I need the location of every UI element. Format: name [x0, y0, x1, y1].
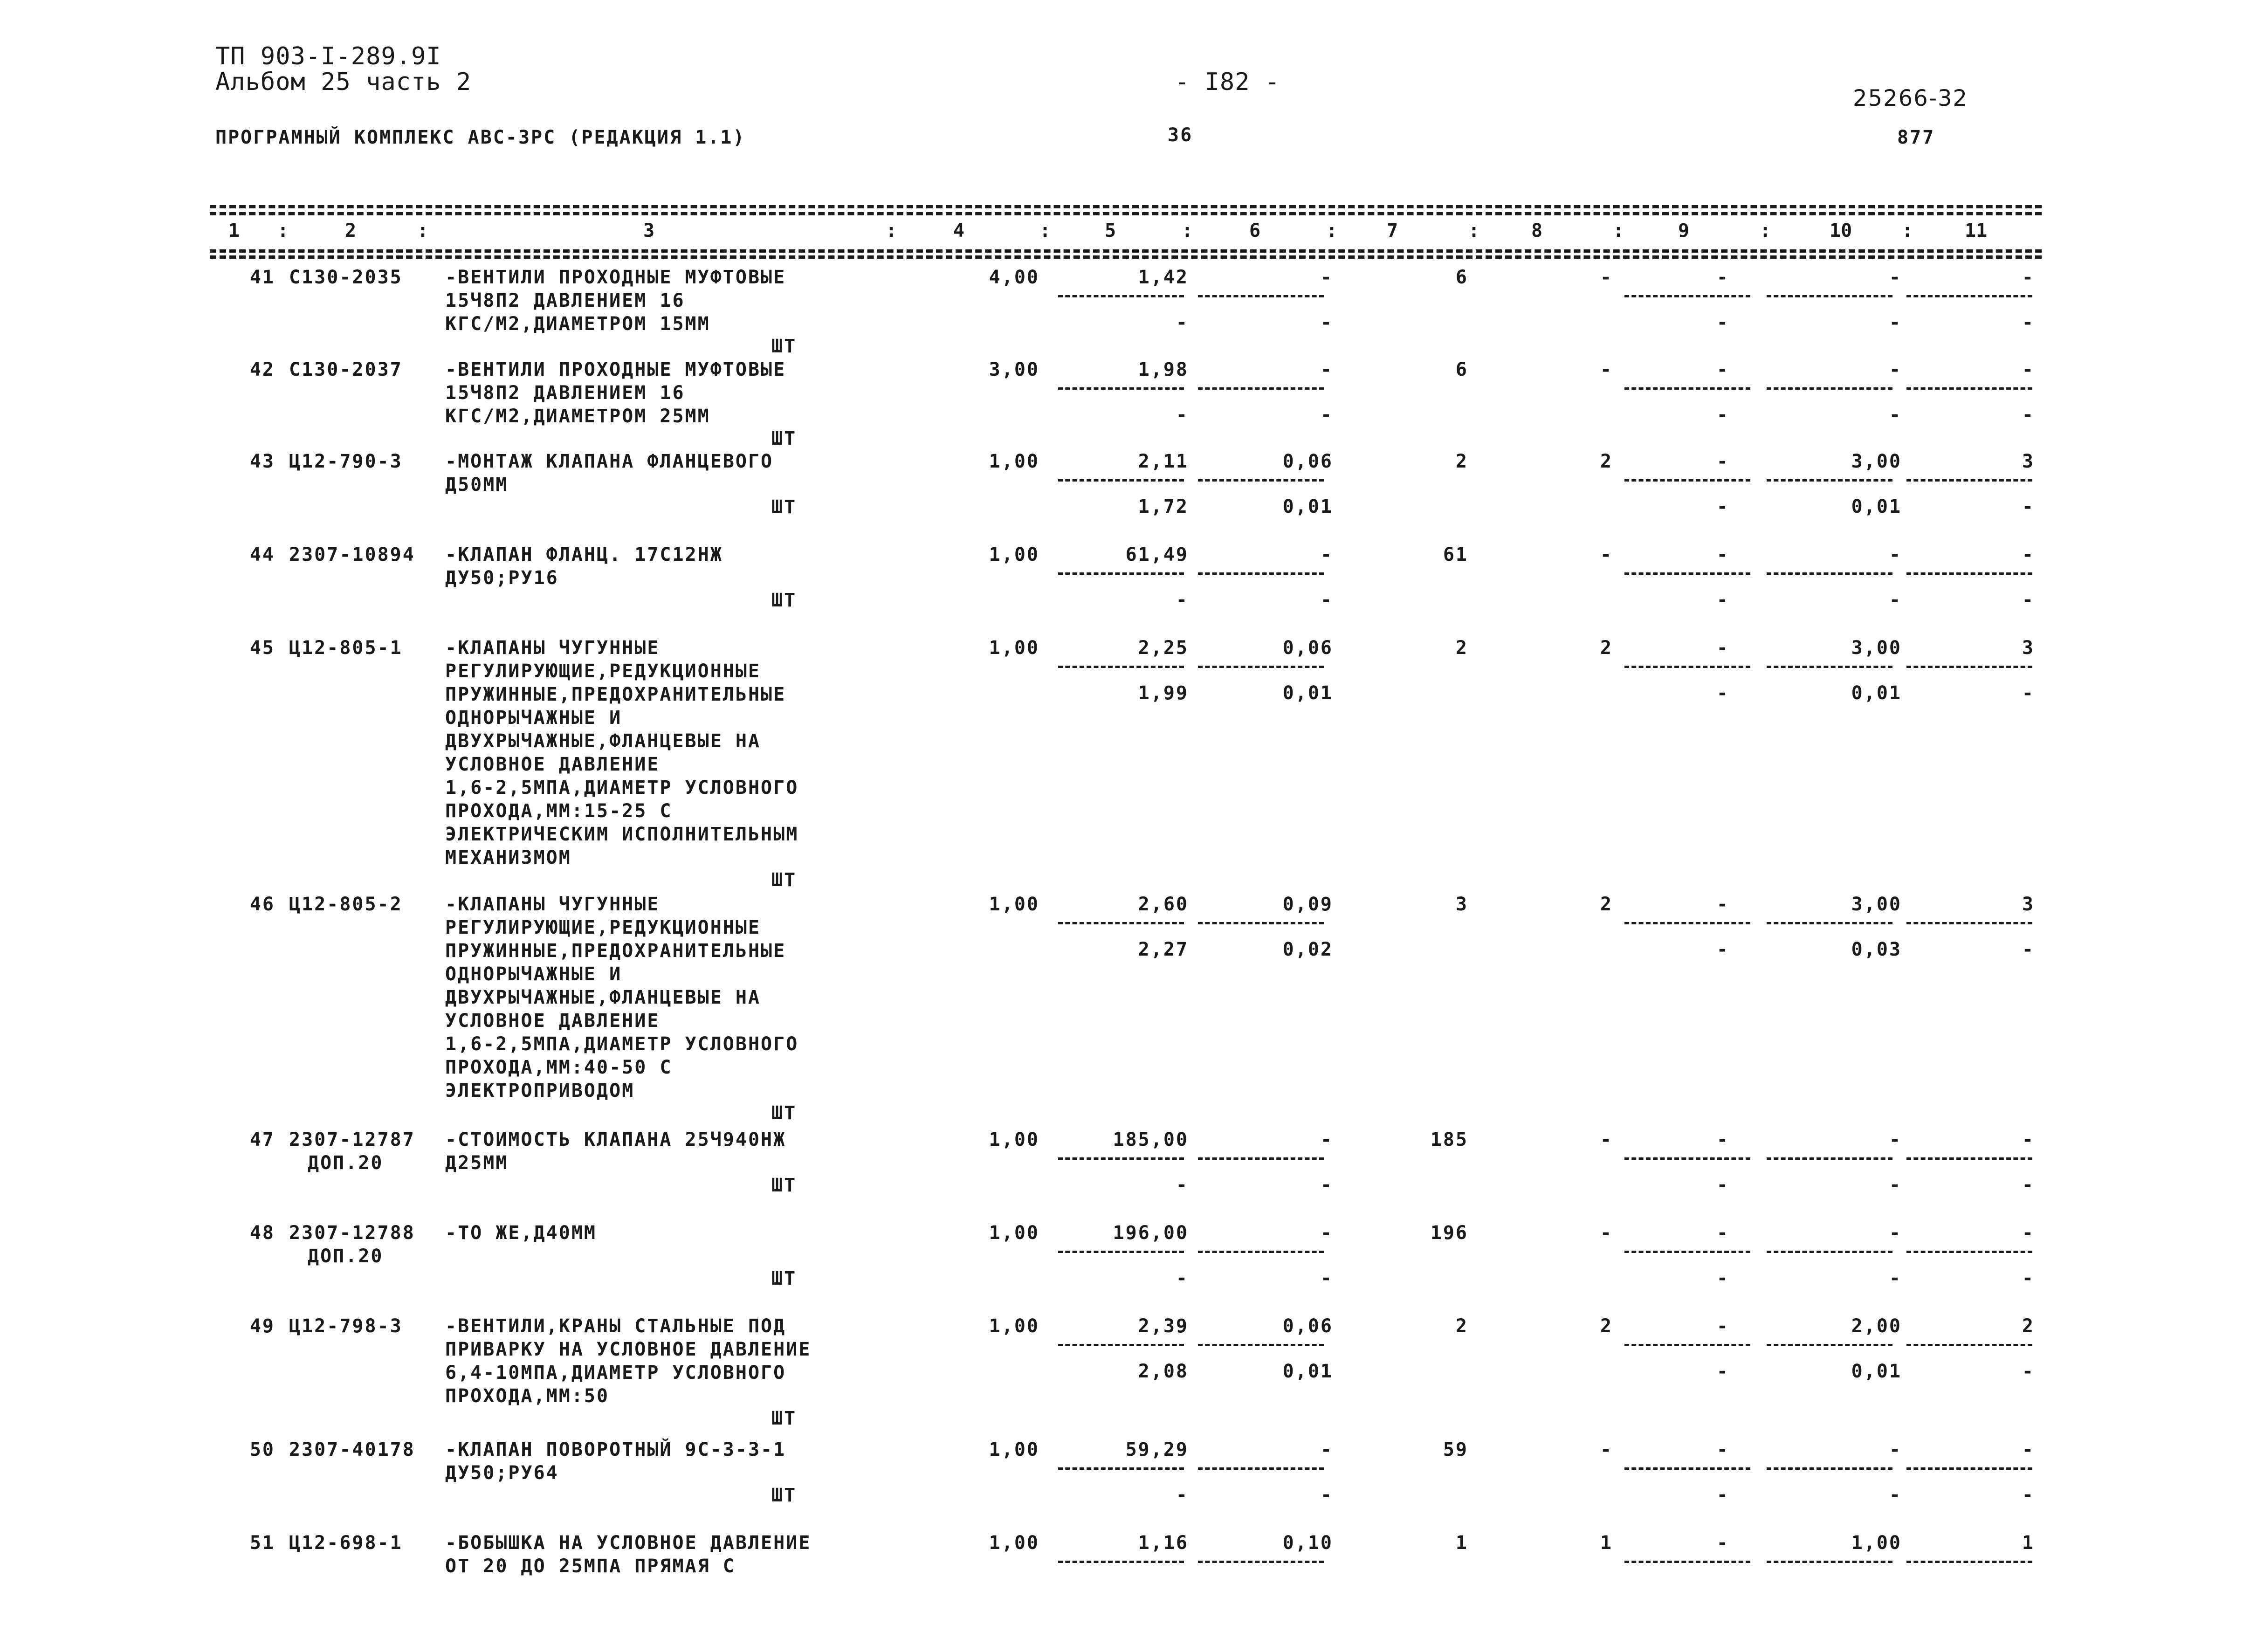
- col10-bottom-value: -: [1889, 1267, 1902, 1289]
- unit-label: ШТ: [771, 1268, 797, 1289]
- col7-value: 1: [1455, 1532, 1468, 1554]
- col11-divider: [1906, 479, 2032, 482]
- col7-value: 6: [1455, 359, 1468, 380]
- col6-divider: [1198, 922, 1324, 924]
- col9-bottom-value: -: [1716, 1361, 1729, 1382]
- col7-value: 196: [1430, 1222, 1468, 1244]
- row-number: 47: [249, 1129, 275, 1150]
- description-line: ПРОХОДА,ММ:15-25 С: [445, 800, 673, 822]
- program-title: ПРОГРАМНЫЙ КОМПЛЕКС АВС-ЗРС (РЕДАКЦИЯ 1.1): [215, 127, 746, 148]
- col11-top-value: -: [2022, 359, 2035, 380]
- unit-label: ШТ: [771, 1485, 797, 1506]
- col11-divider: [1906, 1467, 2032, 1470]
- column-separator: :: [1902, 220, 1913, 241]
- quantity-value: 1,00: [989, 1439, 1039, 1460]
- col11-top-value: 3: [2022, 451, 2035, 472]
- description-line: КГС/М2,ДИАМЕТРОМ 25ММ: [445, 406, 710, 427]
- col7-value: 6: [1455, 267, 1468, 288]
- description-line: МЕХАНИЗМОМ: [445, 847, 571, 868]
- col10-bottom-value: -: [1889, 1174, 1902, 1196]
- col11-divider: [1906, 295, 2032, 297]
- description-line: -МОНТАЖ КЛАПАНА ФЛАНЦЕВОГО: [445, 451, 774, 472]
- col9-top-value: -: [1716, 894, 1729, 915]
- col6-divider: [1198, 387, 1324, 390]
- col10-divider: [1767, 1157, 1892, 1160]
- col5-top-value: 2,60: [1138, 894, 1189, 915]
- col10-top-value: -: [1889, 1129, 1902, 1150]
- description-line: УСЛОВНОЕ ДАВЛЕНИЕ: [445, 1010, 660, 1032]
- row-number: 50: [249, 1439, 275, 1460]
- col10-top-value: 3,00: [1851, 894, 1902, 915]
- norm-code: С130-2037: [289, 359, 403, 380]
- quantity-value: 1,00: [989, 1129, 1039, 1150]
- description-line: РЕГУЛИРУЮЩИЕ,РЕДУКЦИОННЫЕ: [445, 917, 761, 938]
- col5-top-value: 2,11: [1138, 451, 1189, 472]
- col11-divider: [1906, 387, 2032, 390]
- column-separator: :: [417, 220, 429, 241]
- table-header-rule-2: [210, 255, 2042, 259]
- column-header-5: 5: [1105, 220, 1116, 241]
- col9-divider: [1624, 922, 1750, 924]
- quantity-value: 1,00: [989, 544, 1039, 565]
- unit-label: ШТ: [771, 428, 797, 449]
- column-separator: :: [1326, 220, 1338, 241]
- col11-bottom-value: -: [2022, 589, 2035, 611]
- form-code: 877: [1897, 127, 1935, 148]
- unit-label: ШТ: [771, 869, 797, 891]
- col10-divider: [1767, 295, 1892, 297]
- col9-divider: [1624, 666, 1750, 668]
- col5-bottom-value: -: [1176, 1484, 1189, 1506]
- norm-code: Ц12-698-1: [289, 1532, 403, 1554]
- column-separator: :: [1468, 220, 1480, 241]
- col5-divider: [1058, 1467, 1184, 1470]
- col6-top-value: 0,09: [1282, 894, 1333, 915]
- description-line: ОДНОРЫЧАЖНЫЕ И: [445, 707, 622, 729]
- col6-bottom-value: 0,01: [1282, 1361, 1333, 1382]
- row-number: 48: [249, 1222, 275, 1244]
- col9-top-value: -: [1716, 1315, 1729, 1337]
- description-line: -ВЕНТИЛИ,КРАНЫ СТАЛЬНЫЕ ПОД: [445, 1315, 786, 1337]
- column-header-7: 7: [1387, 220, 1398, 241]
- description-line: ОДНОРЫЧАЖНЫЕ И: [445, 964, 622, 985]
- description-line: ПРИВАРКУ НА УСЛОВНОЕ ДАВЛЕНИЕ: [445, 1339, 812, 1360]
- col5-top-value: 1,98: [1138, 359, 1189, 380]
- col6-bottom-value: -: [1320, 404, 1333, 426]
- description-line: ПРУЖИННЫЕ,ПРЕДОХРАНИТЕЛЬНЫЕ: [445, 940, 786, 962]
- col10-divider: [1767, 1467, 1892, 1470]
- description-line: ПРОХОДА,ММ:50: [445, 1385, 610, 1407]
- description-line: -БОБЫШКА НА УСЛОВНОЕ ДАВЛЕНИЕ: [445, 1532, 812, 1554]
- col11-top-value: 3: [2022, 894, 2035, 915]
- col11-divider: [1906, 1561, 2032, 1563]
- col7-value: 3: [1455, 894, 1468, 915]
- row-number: 51: [249, 1532, 275, 1554]
- col9-divider: [1624, 1344, 1750, 1346]
- col11-top-value: -: [2022, 544, 2035, 565]
- col11-top-value: 1: [2022, 1532, 2035, 1554]
- col5-divider: [1058, 572, 1184, 575]
- description-line: КГС/М2,ДИАМЕТРОМ 15ММ: [445, 313, 710, 335]
- col6-top-value: 0,10: [1282, 1532, 1333, 1554]
- col9-bottom-value: -: [1716, 1267, 1729, 1289]
- description-line: 6,4-10МПА,ДИАМЕТР УСЛОВНОГО: [445, 1362, 786, 1384]
- description-line: ПРУЖИННЫЕ,ПРЕДОХРАНИТЕЛЬНЫЕ: [445, 684, 786, 705]
- column-separator: :: [1760, 220, 1771, 241]
- row-number: 46: [249, 894, 275, 915]
- col8-value: -: [1600, 267, 1613, 288]
- col10-divider: [1767, 572, 1892, 575]
- col5-divider: [1058, 1157, 1184, 1160]
- col9-bottom-value: -: [1716, 404, 1729, 426]
- column-separator: :: [1182, 220, 1193, 241]
- col5-bottom-value: 1,72: [1138, 496, 1189, 517]
- col9-top-value: -: [1716, 451, 1729, 472]
- col8-value: 2: [1600, 1315, 1613, 1337]
- col6-top-value: -: [1320, 267, 1333, 288]
- table-top-rule-2: [210, 212, 2042, 215]
- col6-bottom-value: 0,01: [1282, 682, 1333, 704]
- row-number: 42: [249, 359, 275, 380]
- description-line: ДУ50;РУ16: [445, 567, 559, 589]
- col6-divider: [1198, 1251, 1324, 1253]
- column-header-8: 8: [1531, 220, 1543, 241]
- col5-top-value: 1,16: [1138, 1532, 1189, 1554]
- col9-bottom-value: -: [1716, 312, 1729, 333]
- col8-value: -: [1600, 1129, 1613, 1150]
- col10-bottom-value: 0,01: [1851, 682, 1902, 704]
- col5-bottom-value: -: [1176, 312, 1189, 333]
- col10-bottom-value: -: [1889, 1484, 1902, 1506]
- col5-top-value: 185,00: [1113, 1129, 1189, 1150]
- norm-code: 2307-10894: [289, 544, 415, 565]
- col5-divider: [1058, 666, 1184, 668]
- column-header-6: 6: [1249, 220, 1261, 241]
- col6-divider: [1198, 1561, 1324, 1563]
- col7-value: 2: [1455, 1315, 1468, 1337]
- table-header-rule: [210, 249, 2042, 253]
- col6-top-value: -: [1320, 1222, 1333, 1244]
- col5-top-value: 2,25: [1138, 637, 1189, 659]
- description-line: -КЛАПАН ПОВОРОТНЫЙ 9С-3-3-1: [445, 1439, 786, 1460]
- col11-divider: [1906, 666, 2032, 668]
- col10-top-value: -: [1889, 1439, 1902, 1460]
- col8-value: 2: [1600, 637, 1613, 659]
- col10-divider: [1767, 387, 1892, 390]
- col10-divider: [1767, 1251, 1892, 1253]
- col5-top-value: 1,42: [1138, 267, 1189, 288]
- col10-bottom-value: 0,03: [1851, 939, 1902, 960]
- description-line: ПРОХОДА,ММ:40-50 С: [445, 1057, 673, 1078]
- unit-label: ШТ: [771, 1102, 797, 1124]
- col9-divider: [1624, 1251, 1750, 1253]
- unit-label: ШТ: [771, 1408, 797, 1429]
- col10-divider: [1767, 666, 1892, 668]
- description-line: -КЛАПАН ФЛАНЦ. 17С12НЖ: [445, 544, 723, 565]
- col10-bottom-value: -: [1889, 312, 1902, 333]
- col5-divider: [1058, 1561, 1184, 1563]
- col9-divider: [1624, 572, 1750, 575]
- col11-top-value: -: [2022, 1439, 2035, 1460]
- col11-divider: [1906, 1251, 2032, 1253]
- col10-top-value: -: [1889, 544, 1902, 565]
- col5-top-value: 59,29: [1125, 1439, 1189, 1460]
- col11-bottom-value: -: [2022, 682, 2035, 704]
- description-line: -КЛАПАНЫ ЧУГУННЫЕ: [445, 637, 660, 659]
- col11-bottom-value: -: [2022, 939, 2035, 960]
- unit-label: ШТ: [771, 590, 797, 611]
- row-number: 45: [249, 637, 275, 659]
- col5-bottom-value: -: [1176, 1267, 1189, 1289]
- col8-value: 2: [1600, 894, 1613, 915]
- norm-code-suffix: ДОП.20: [308, 1246, 384, 1267]
- col11-bottom-value: -: [2022, 1174, 2035, 1196]
- sheet-number: 36: [1168, 124, 1193, 146]
- description-line: ДВУХРЫЧАЖНЫЕ,ФЛАНЦЕВЫЕ НА: [445, 730, 761, 752]
- col11-bottom-value: -: [2022, 496, 2035, 517]
- description-line: -СТОИМОСТЬ КЛАПАНА 25Ч940НЖ: [445, 1129, 786, 1150]
- col5-divider: [1058, 1251, 1184, 1253]
- col10-divider: [1767, 1344, 1892, 1346]
- col9-top-value: -: [1716, 544, 1729, 565]
- col10-bottom-value: 0,01: [1851, 1361, 1902, 1382]
- col7-value: 2: [1455, 637, 1468, 659]
- col10-bottom-value: 0,01: [1851, 496, 1902, 517]
- col10-bottom-value: -: [1889, 404, 1902, 426]
- col6-divider: [1198, 666, 1324, 668]
- col5-bottom-value: -: [1176, 404, 1189, 426]
- quantity-value: 3,00: [989, 359, 1039, 380]
- col5-top-value: 61,49: [1125, 544, 1189, 565]
- description-line: РЕГУЛИРУЮЩИЕ,РЕДУКЦИОННЫЕ: [445, 661, 761, 682]
- quantity-value: 1,00: [989, 1532, 1039, 1554]
- col5-top-value: 2,39: [1138, 1315, 1189, 1337]
- description-line: 15Ч8П2 ДАВЛЕНИЕМ 16: [445, 290, 685, 311]
- description-line: ЭЛЕКТРОПРИВОДОМ: [445, 1080, 635, 1101]
- col7-value: 59: [1443, 1439, 1468, 1460]
- description-line: ДВУХРЫЧАЖНЫЕ,ФЛАНЦЕВЫЕ НА: [445, 987, 761, 1008]
- quantity-value: 1,00: [989, 451, 1039, 472]
- description-line: 1,6-2,5МПА,ДИАМЕТР УСЛОВНОГО: [445, 1033, 799, 1055]
- col6-top-value: 0,06: [1282, 451, 1333, 472]
- norm-code: 2307-40178: [289, 1439, 415, 1460]
- table-top-rule: [210, 205, 2042, 208]
- column-separator: :: [1039, 220, 1051, 241]
- col10-top-value: 1,00: [1851, 1532, 1902, 1554]
- col8-value: -: [1600, 544, 1613, 565]
- col11-bottom-value: -: [2022, 404, 2035, 426]
- norm-code: С130-2035: [289, 267, 403, 288]
- col11-top-value: 3: [2022, 637, 2035, 659]
- col10-top-value: 3,00: [1851, 637, 1902, 659]
- col6-divider: [1198, 1157, 1324, 1160]
- row-number: 43: [249, 451, 275, 472]
- col5-divider: [1058, 295, 1184, 297]
- column-separator: :: [886, 220, 897, 241]
- col8-value: -: [1600, 1439, 1613, 1460]
- norm-code: Ц12-798-3: [289, 1315, 403, 1337]
- col9-bottom-value: -: [1716, 589, 1729, 611]
- col5-divider: [1058, 479, 1184, 482]
- description-line: УСЛОВНОЕ ДАВЛЕНИЕ: [445, 754, 660, 775]
- col10-divider: [1767, 922, 1892, 924]
- description-line: -ВЕНТИЛИ ПРОХОДНЫЕ МУФТОВЫЕ: [445, 359, 786, 380]
- column-header-2: 2: [345, 220, 357, 241]
- norm-code-suffix: ДОП.20: [308, 1152, 384, 1174]
- column-header-1: 1: [228, 220, 240, 241]
- col10-divider: [1767, 1561, 1892, 1563]
- col7-value: 2: [1455, 451, 1468, 472]
- description-line: 15Ч8П2 ДАВЛЕНИЕМ 16: [445, 382, 685, 404]
- col11-top-value: -: [2022, 1129, 2035, 1150]
- description-line: ЭЛЕКТРИЧЕСКИМ ИСПОЛНИТЕЛЬНЫМ: [445, 824, 799, 845]
- col11-top-value: 2: [2022, 1315, 2035, 1337]
- row-number: 44: [249, 544, 275, 565]
- col9-divider: [1624, 387, 1750, 390]
- col11-bottom-value: -: [2022, 1484, 2035, 1506]
- col6-bottom-value: -: [1320, 1174, 1333, 1196]
- col6-bottom-value: -: [1320, 312, 1333, 333]
- unit-label: ШТ: [771, 336, 797, 357]
- col5-bottom-value: 2,27: [1138, 939, 1189, 960]
- description-line: 1,6-2,5МПА,ДИАМЕТР УСЛОВНОГО: [445, 777, 799, 798]
- col5-bottom-value: -: [1176, 1174, 1189, 1196]
- col11-divider: [1906, 1344, 2032, 1346]
- quantity-value: 1,00: [989, 894, 1039, 915]
- col11-divider: [1906, 572, 2032, 575]
- col6-bottom-value: 0,01: [1282, 496, 1333, 517]
- col7-value: 185: [1430, 1129, 1468, 1150]
- col10-divider: [1767, 479, 1892, 482]
- col11-divider: [1906, 922, 2032, 924]
- col10-top-value: -: [1889, 359, 1902, 380]
- col6-bottom-value: -: [1320, 1484, 1333, 1506]
- col5-divider: [1058, 922, 1184, 924]
- col10-top-value: 2,00: [1851, 1315, 1902, 1337]
- col8-value: -: [1600, 359, 1613, 380]
- col9-bottom-value: -: [1716, 1484, 1729, 1506]
- col8-value: 1: [1600, 1532, 1613, 1554]
- quantity-value: 1,00: [989, 637, 1039, 659]
- col9-divider: [1624, 1561, 1750, 1563]
- unit-label: ШТ: [771, 1175, 797, 1196]
- col10-top-value: 3,00: [1851, 451, 1902, 472]
- norm-code: Ц12-805-2: [289, 894, 403, 915]
- unit-label: ШТ: [771, 496, 797, 518]
- col6-divider: [1198, 479, 1324, 482]
- page-number: - I82 -: [1175, 68, 1280, 96]
- norm-code: Ц12-805-1: [289, 637, 403, 659]
- col6-bottom-value: -: [1320, 1267, 1333, 1289]
- col5-bottom-value: 1,99: [1138, 682, 1189, 704]
- row-number: 49: [249, 1315, 275, 1337]
- col9-top-value: -: [1716, 1222, 1729, 1244]
- col6-divider: [1198, 295, 1324, 297]
- col6-top-value: 0,06: [1282, 637, 1333, 659]
- col10-top-value: -: [1889, 267, 1902, 288]
- description-line: -ТО ЖЕ,Д40ММ: [445, 1222, 597, 1244]
- col8-value: -: [1600, 1222, 1613, 1244]
- col9-bottom-value: -: [1716, 496, 1729, 517]
- col9-top-value: -: [1716, 359, 1729, 380]
- col6-divider: [1198, 572, 1324, 575]
- col8-value: 2: [1600, 451, 1613, 472]
- col9-divider: [1624, 1157, 1750, 1160]
- column-header-10: 10: [1830, 220, 1852, 241]
- description-line: ДУ50;РУ64: [445, 1462, 559, 1484]
- col9-divider: [1624, 1467, 1750, 1470]
- col5-bottom-value: -: [1176, 589, 1189, 611]
- norm-code: 2307-12788: [289, 1222, 415, 1244]
- col9-divider: [1624, 479, 1750, 482]
- col9-top-value: -: [1716, 1439, 1729, 1460]
- col11-bottom-value: -: [2022, 1267, 2035, 1289]
- norm-code: Ц12-790-3: [289, 451, 403, 472]
- col9-top-value: -: [1716, 1129, 1729, 1150]
- col6-top-value: -: [1320, 1439, 1333, 1460]
- stamp-number: 25266-32: [1853, 85, 1968, 111]
- col6-top-value: -: [1320, 544, 1333, 565]
- col11-top-value: -: [2022, 267, 2035, 288]
- col10-bottom-value: -: [1889, 589, 1902, 611]
- col9-bottom-value: -: [1716, 682, 1729, 704]
- col11-top-value: -: [2022, 1222, 2035, 1244]
- row-number: 41: [249, 267, 275, 288]
- quantity-value: 1,00: [989, 1222, 1039, 1244]
- col6-top-value: -: [1320, 359, 1333, 380]
- col5-top-value: 196,00: [1113, 1222, 1189, 1244]
- col6-top-value: -: [1320, 1129, 1333, 1150]
- col6-bottom-value: -: [1320, 589, 1333, 611]
- col6-divider: [1198, 1344, 1324, 1346]
- col6-bottom-value: 0,02: [1282, 939, 1333, 960]
- col9-bottom-value: -: [1716, 1174, 1729, 1196]
- col9-top-value: -: [1716, 637, 1729, 659]
- description-line: Д50ММ: [445, 474, 509, 496]
- col5-divider: [1058, 387, 1184, 390]
- col9-top-value: -: [1716, 267, 1729, 288]
- description-line: ОТ 20 ДО 25МПА ПРЯМАЯ С: [445, 1556, 736, 1577]
- column-header-9: 9: [1678, 220, 1690, 241]
- col6-top-value: 0,06: [1282, 1315, 1333, 1337]
- col9-bottom-value: -: [1716, 939, 1729, 960]
- col5-divider: [1058, 1344, 1184, 1346]
- album-label: Альбом 25 часть 2: [215, 68, 472, 96]
- description-line: -КЛАПАНЫ ЧУГУННЫЕ: [445, 894, 660, 915]
- description-line: -ВЕНТИЛИ ПРОХОДНЫЕ МУФТОВЫЕ: [445, 267, 786, 288]
- document-code: ТП 903-I-289.9I: [215, 42, 441, 70]
- col10-top-value: -: [1889, 1222, 1902, 1244]
- description-line: Д25ММ: [445, 1152, 509, 1174]
- quantity-value: 4,00: [989, 267, 1039, 288]
- col5-bottom-value: 2,08: [1138, 1361, 1189, 1382]
- col11-divider: [1906, 1157, 2032, 1160]
- column-header-3: 3: [643, 220, 655, 241]
- column-separator: :: [277, 220, 289, 241]
- quantity-value: 1,00: [989, 1315, 1039, 1337]
- column-header-4: 4: [953, 220, 965, 241]
- col6-divider: [1198, 1467, 1324, 1470]
- norm-code: 2307-12787: [289, 1129, 415, 1150]
- column-separator: :: [1613, 220, 1624, 241]
- col7-value: 61: [1443, 544, 1468, 565]
- col11-bottom-value: -: [2022, 312, 2035, 333]
- col9-divider: [1624, 295, 1750, 297]
- col11-bottom-value: -: [2022, 1361, 2035, 1382]
- col9-top-value: -: [1716, 1532, 1729, 1554]
- column-header-11: 11: [1965, 220, 1988, 241]
